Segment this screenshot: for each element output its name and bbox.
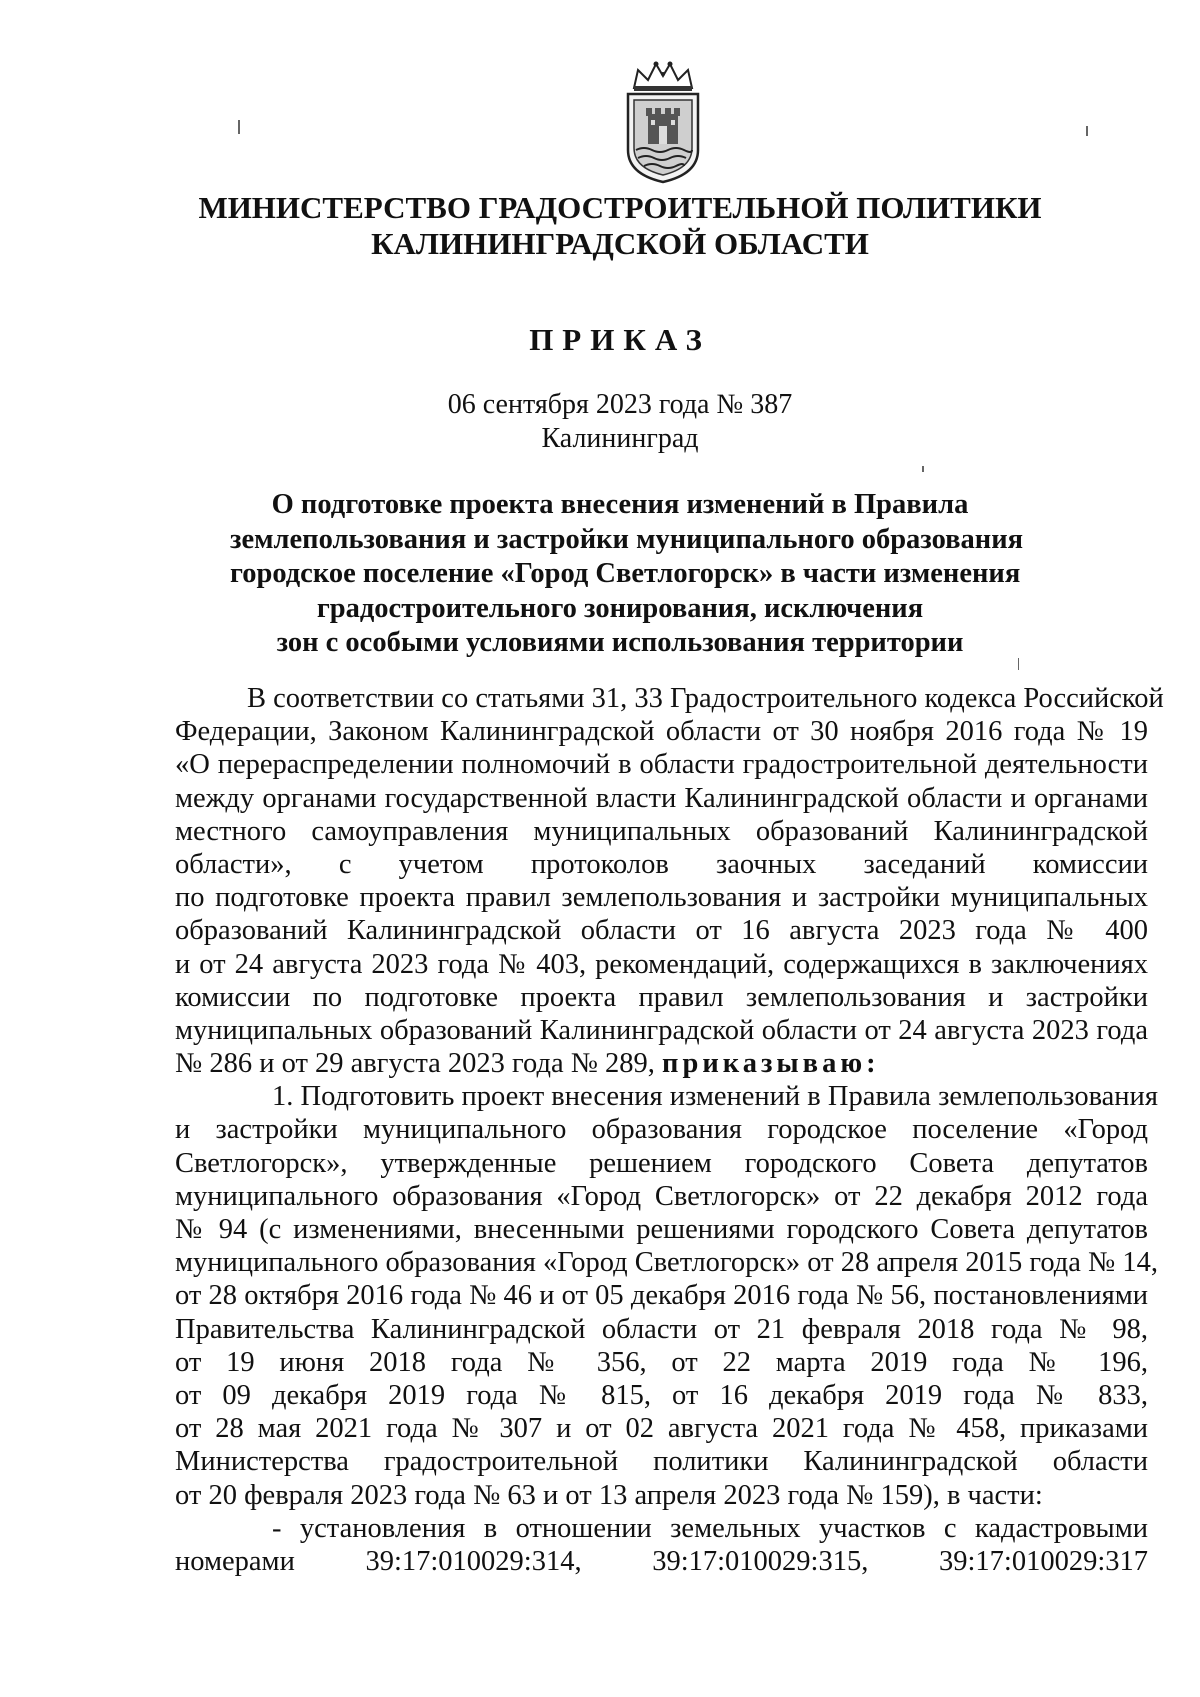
body-line: от 28 октября 2016 года № 46 и от 05 декабря 2016 года № 56, постановлениями xyxy=(175,1280,1148,1312)
subject-line: городское поселение «Город Светлогорск» в части изменения xyxy=(230,558,1021,589)
ministry-name-line2: КАЛИНИНГРАДСКОЙ ОБЛАСТИ xyxy=(371,226,869,261)
body-line: Светлогорск», утвержденные решением городского Совета депутатов xyxy=(175,1147,1148,1179)
coat-of-arms-emblem xyxy=(620,58,706,186)
body-line: от 19 июня 2018 года № 356, от 22 марта 2019 года № 196, xyxy=(175,1346,1148,1378)
sub-item-paragraph xyxy=(175,1512,1148,1578)
document-city: Калининград xyxy=(541,423,699,454)
body-line: образований Калининградской области от 16 августа 2023 года № 400 xyxy=(175,915,1148,947)
body-line: комиссии по подготовке проекта правил землепользования и застройки xyxy=(175,981,1148,1013)
ministry-name xyxy=(180,190,1060,262)
body-line: муниципального образования «Город Светлогорск» от 28 апреля 2015 года № 14, xyxy=(175,1247,1158,1279)
body-line: от 28 мая 2021 года № 307 и от 02 августа 2021 года № 458, приказами xyxy=(175,1413,1148,1445)
document-date-number: 06 сентября 2023 года № 387 xyxy=(447,389,793,420)
body-line: от 09 декабря 2019 года № 815, от 16 декабря 2019 года № 833, xyxy=(175,1379,1148,1411)
body-line: Министерства градостроительной политики Калининградской области xyxy=(175,1446,1148,1478)
body-line: - установления в отношении земельных участков с кадастровыми xyxy=(272,1512,1148,1544)
body-line: номерами 39:17:010029:314, 39:17:010029:315, 39:17:010029:317 xyxy=(175,1545,1148,1577)
subject-line: О подготовке проекта внесения изменений в Правила xyxy=(271,489,969,520)
body-line: по подготовке проекта правил землепользования и застройки муниципальных xyxy=(175,882,1148,914)
document-type: ПРИКАЗ xyxy=(529,322,711,357)
body-line: Федерации, Законом Калининградской области от 30 ноября 2016 года № 19 xyxy=(175,716,1148,748)
document-dateline xyxy=(420,388,820,456)
body-line: 1. Подготовить проект внесения изменений в Правила землепользования xyxy=(272,1081,1158,1113)
order-word: приказываю: xyxy=(662,1048,880,1080)
subject-line: градостроительного зонирования, исключения xyxy=(316,592,924,624)
body-line: местного самоуправления муниципальных образований Калининградской xyxy=(175,815,1148,847)
ministry-name-line1: МИНИСТЕРСТВО ГРАДОСТРОИТЕЛЬНОЙ ПОЛИТИКИ xyxy=(198,190,1042,225)
body-line xyxy=(175,1047,1148,1080)
body-line: между органами государственной власти Калининградской области и органами xyxy=(175,782,1148,814)
preamble-paragraph xyxy=(175,682,1164,1080)
body-line: «О перераспределении полномочий в области градостроительной деятельности xyxy=(175,749,1148,781)
body-line: Правительства Калининградской области от 21 февраля 2018 года № 98, xyxy=(175,1313,1148,1345)
body-line: муниципальных образований Калининградской области от 24 августа 2023 года xyxy=(175,1014,1148,1046)
preamble-last-text: № 286 и от 29 августа 2023 года № 289, xyxy=(175,1048,655,1080)
document-subject xyxy=(230,488,1024,661)
body-line: муниципального образования «Город Светлогорск» от 22 декабря 2012 года xyxy=(175,1180,1148,1212)
subject-line: зон с особыми условиями использования территории xyxy=(276,627,964,658)
body-line: В соответствии со статьями 31, 33 Градостроительного кодекса Российской xyxy=(247,683,1164,714)
item-1-paragraph xyxy=(175,1080,1158,1511)
body-line: от 20 февраля 2023 года № 63 и от 13 апреля 2023 года № 159), в части: xyxy=(175,1479,1043,1511)
subject-line: землепользования и застройки муниципального образования xyxy=(230,523,1024,555)
document-body xyxy=(175,682,1164,1578)
body-line: и застройки муниципального образования городское поселение «Город xyxy=(175,1114,1148,1146)
body-line: области», с учетом протоколов заочных заседаний комиссии xyxy=(175,848,1148,880)
body-line: и от 24 августа 2023 года № 403, рекомендаций, содержащихся в заключениях xyxy=(175,948,1148,980)
body-line: № 94 (с изменениями, внесенными решениями городского Совета депутатов xyxy=(175,1214,1148,1245)
